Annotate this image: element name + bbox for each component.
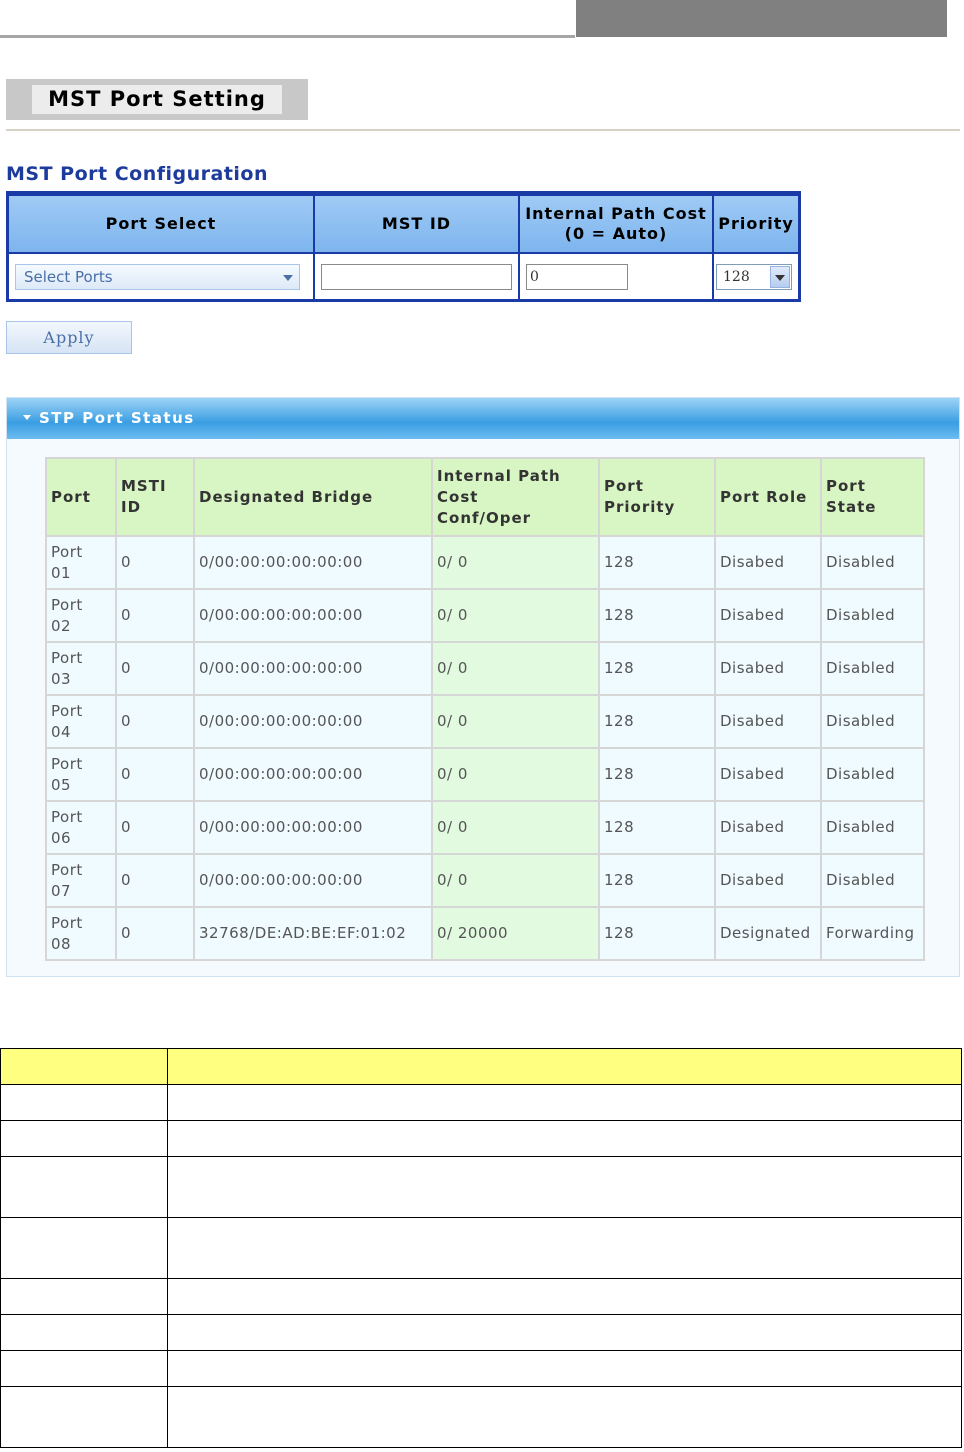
cell-ipc: 0/ 20000 <box>432 907 599 960</box>
collapse-triangle-icon <box>23 415 31 420</box>
cell-msti: 0 <box>116 801 194 854</box>
internal-path-cost-input[interactable]: 0 <box>526 264 628 290</box>
desc-object-cell <box>1 1315 168 1351</box>
col-port-role: Port Role <box>715 458 821 536</box>
cell-role: Designated <box>715 907 821 960</box>
col-port-state: Port State <box>821 458 924 536</box>
priority-cell <box>713 253 798 299</box>
header-priority: Priority <box>713 196 798 253</box>
col-msti-line2: ID <box>121 498 142 516</box>
description-row <box>1 1279 962 1315</box>
cell-ipc: 0/ 0 <box>432 801 599 854</box>
desc-object-cell <box>1 1387 168 1448</box>
port-number: 02 <box>51 616 72 635</box>
cell-ipc: 0/ 0 <box>432 695 599 748</box>
description-row <box>1 1351 962 1387</box>
col-ipc-line2: Cost <box>437 487 479 506</box>
port-word: Port <box>51 648 83 667</box>
table-row <box>46 907 924 960</box>
col-designated-bridge: Designated Bridge <box>194 458 432 536</box>
description-row <box>1 1121 962 1157</box>
cell-msti: 0 <box>116 748 194 801</box>
table-row <box>46 801 924 854</box>
stp-panel-header[interactable] <box>7 398 959 439</box>
cell-ipc: 0/ 0 <box>432 536 599 589</box>
desc-header-description <box>168 1049 962 1085</box>
table-row <box>46 589 924 642</box>
stp-port-status-panel <box>6 397 960 977</box>
port-select-cell <box>9 253 314 299</box>
cell-priority: 128 <box>599 854 715 907</box>
desc-object-cell <box>1 1351 168 1387</box>
cell-ipc: 0/ 0 <box>432 854 599 907</box>
port-number: 05 <box>51 775 72 794</box>
port-word: Port <box>51 754 83 773</box>
port-select-dropdown[interactable] <box>15 264 300 290</box>
cell-port <box>46 642 116 695</box>
cell-priority: 128 <box>599 536 715 589</box>
cell-role: Disabed <box>715 801 821 854</box>
col-port-priority <box>599 458 715 536</box>
header-ipc-line1: Internal Path Cost <box>525 204 707 223</box>
header-mst-id: MST ID <box>314 196 519 253</box>
cell-role: Disabed <box>715 854 821 907</box>
cell-ipc: 0/ 0 <box>432 642 599 695</box>
col-prio-line1: Port <box>604 477 644 495</box>
table-row <box>46 854 924 907</box>
port-number: 03 <box>51 669 72 688</box>
cell-priority: 128 <box>599 642 715 695</box>
cell-port <box>46 801 116 854</box>
cell-msti: 0 <box>116 642 194 695</box>
cell-state: Disabled <box>821 642 924 695</box>
col-internal-path-cost <box>432 458 599 536</box>
cell-bridge: 0/00:00:00:00:00:00 <box>194 536 432 589</box>
table-row <box>46 695 924 748</box>
config-caption: MST Port Configuration <box>6 163 269 185</box>
table-row <box>46 748 924 801</box>
port-select-value: Select Ports <box>24 267 113 286</box>
cell-port <box>46 748 116 801</box>
apply-button[interactable]: Apply <box>6 321 132 354</box>
stp-panel-title: STP Port Status <box>39 409 195 427</box>
cell-role: Disabed <box>715 695 821 748</box>
cell-bridge: 0/00:00:00:00:00:00 <box>194 748 432 801</box>
table-row <box>46 536 924 589</box>
col-ipc-line1: Internal Path <box>437 466 561 485</box>
cell-role: Disabed <box>715 536 821 589</box>
cell-priority: 128 <box>599 695 715 748</box>
cell-state: Disabled <box>821 536 924 589</box>
port-word: Port <box>51 860 83 879</box>
mst-id-input[interactable] <box>321 264 512 290</box>
col-port: Port <box>46 458 116 536</box>
cell-bridge: 0/00:00:00:00:00:00 <box>194 642 432 695</box>
cell-bridge: 32768/DE:AD:BE:EF:01:02 <box>194 907 432 960</box>
chevron-down-icon <box>283 275 293 281</box>
port-word: Port <box>51 807 83 826</box>
ipc-cell <box>519 253 713 299</box>
cell-msti: 0 <box>116 854 194 907</box>
col-prio-line2: Priority <box>604 498 676 516</box>
cell-ipc: 0/ 0 <box>432 589 599 642</box>
cell-msti: 0 <box>116 907 194 960</box>
description-row <box>1 1157 962 1218</box>
port-number: 08 <box>51 934 72 953</box>
page-title: MST Port Setting <box>32 85 282 114</box>
chevron-down-icon[interactable] <box>770 266 790 288</box>
cell-role: Disabed <box>715 642 821 695</box>
header-rule <box>0 35 575 38</box>
desc-object-cell <box>1 1218 168 1279</box>
col-msti-id <box>116 458 194 536</box>
priority-select[interactable] <box>716 264 792 290</box>
desc-text-cell <box>168 1279 962 1315</box>
cell-port <box>46 536 116 589</box>
cell-ipc: 0/ 0 <box>432 748 599 801</box>
port-word: Port <box>51 542 83 561</box>
section-divider <box>6 129 960 131</box>
cell-bridge: 0/00:00:00:00:00:00 <box>194 589 432 642</box>
description-header-row <box>1 1049 962 1085</box>
desc-text-cell <box>168 1157 962 1218</box>
mst-port-config-table <box>6 191 801 302</box>
cell-state: Disabled <box>821 695 924 748</box>
port-word: Port <box>51 913 83 932</box>
cell-state: Disabled <box>821 854 924 907</box>
cell-msti: 0 <box>116 695 194 748</box>
section-title-frame <box>6 79 308 120</box>
cell-port <box>46 695 116 748</box>
desc-object-cell <box>1 1157 168 1218</box>
cell-port <box>46 589 116 642</box>
priority-value: 128 <box>723 268 750 285</box>
desc-text-cell <box>168 1387 962 1448</box>
port-word: Port <box>51 701 83 720</box>
desc-object-cell <box>1 1121 168 1157</box>
cell-state: Disabled <box>821 589 924 642</box>
col-msti-line1: MSTI <box>121 477 167 495</box>
port-number: 07 <box>51 881 72 900</box>
header-ipc-line2: (0 = Auto) <box>564 224 668 243</box>
cell-msti: 0 <box>116 589 194 642</box>
cell-bridge: 0/00:00:00:00:00:00 <box>194 854 432 907</box>
cell-priority: 128 <box>599 589 715 642</box>
cell-port <box>46 907 116 960</box>
cell-priority: 128 <box>599 907 715 960</box>
desc-text-cell <box>168 1351 962 1387</box>
desc-header-object <box>1 1049 168 1085</box>
header-block <box>576 0 947 37</box>
port-number: 06 <box>51 828 72 847</box>
description-row <box>1 1315 962 1351</box>
port-number: 04 <box>51 722 72 741</box>
desc-text-cell <box>168 1121 962 1157</box>
description-row <box>1 1387 962 1448</box>
cell-bridge: 0/00:00:00:00:00:00 <box>194 801 432 854</box>
desc-text-cell <box>168 1218 962 1279</box>
port-word: Port <box>51 595 83 614</box>
description-table <box>0 1048 962 1448</box>
table-row <box>46 642 924 695</box>
port-number: 01 <box>51 563 72 582</box>
header-port-select: Port Select <box>9 196 314 253</box>
description-row <box>1 1218 962 1279</box>
desc-object-cell <box>1 1085 168 1121</box>
cell-priority: 128 <box>599 748 715 801</box>
cell-role: Disabed <box>715 589 821 642</box>
cell-state: Disabled <box>821 801 924 854</box>
desc-text-cell <box>168 1085 962 1121</box>
cell-state: Forwarding <box>821 907 924 960</box>
desc-object-cell <box>1 1279 168 1315</box>
cell-port <box>46 854 116 907</box>
cell-msti: 0 <box>116 536 194 589</box>
mst-id-cell <box>314 253 519 299</box>
desc-text-cell <box>168 1315 962 1351</box>
cell-state: Disabled <box>821 748 924 801</box>
col-ipc-line3: Conf/Oper <box>437 508 532 527</box>
cell-bridge: 0/00:00:00:00:00:00 <box>194 695 432 748</box>
description-row <box>1 1085 962 1121</box>
cell-priority: 128 <box>599 801 715 854</box>
stp-status-table <box>45 457 925 961</box>
cell-role: Disabed <box>715 748 821 801</box>
header-internal-path-cost <box>519 196 713 253</box>
